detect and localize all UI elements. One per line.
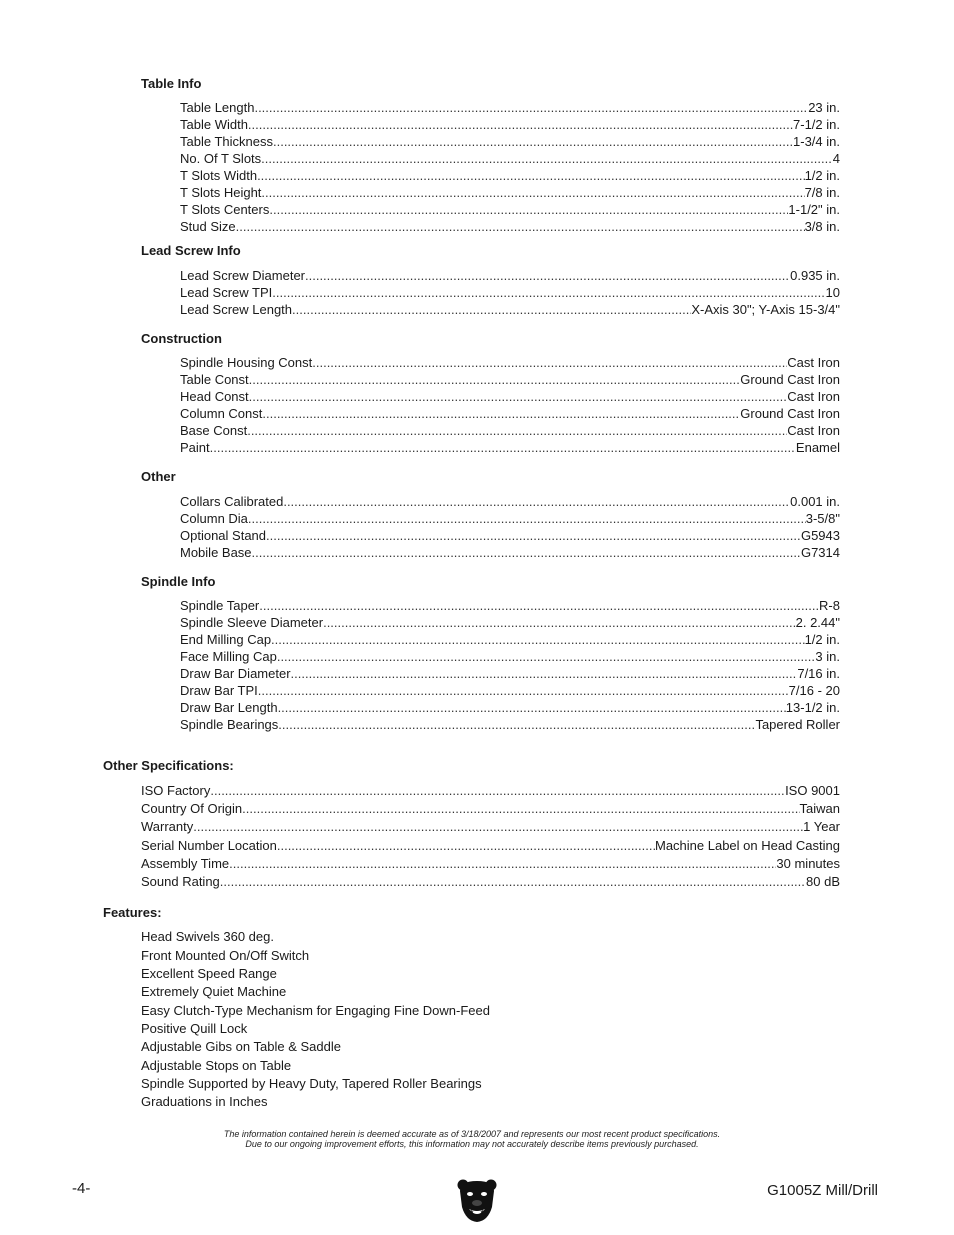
- spec-value: 10: [825, 285, 840, 300]
- spec-label: Collars Calibrated: [180, 494, 284, 509]
- feature-item: Spindle Supported by Heavy Duty, Tapered Roller Bearings: [141, 1076, 482, 1091]
- spec-row: [180, 185, 840, 200]
- spec-value: 4: [832, 151, 840, 166]
- feature-item: Positive Quill Lock: [141, 1021, 248, 1036]
- spec-row: [180, 219, 840, 234]
- leader-dots: [283, 494, 790, 509]
- spec-value: 1 Year: [803, 819, 840, 834]
- leader-dots: [258, 683, 789, 698]
- leader-dots: [271, 632, 805, 647]
- spec-value: X-Axis 30"; Y-Axis 15-3/4": [691, 302, 840, 317]
- spec-label: Optional Stand: [180, 528, 267, 543]
- feature-item: Front Mounted On/Off Switch: [141, 948, 310, 963]
- spec-row: [180, 372, 840, 387]
- spec-value: Ground Cast Iron: [740, 406, 840, 421]
- spec-value: 80 dB: [806, 874, 840, 889]
- spec-value: 0.001 in.: [790, 494, 840, 509]
- feature-item: Graduations in Inches: [141, 1094, 268, 1109]
- section-title-spindle-info: Spindle Info: [141, 574, 216, 589]
- spec-row: [180, 134, 840, 149]
- spec-row: [141, 874, 840, 889]
- spec-row: [180, 285, 840, 300]
- spec-row: [141, 783, 840, 798]
- spec-row: [180, 632, 840, 647]
- spec-value: 0.935 in.: [790, 268, 840, 283]
- leader-dots: [277, 838, 655, 853]
- spec-label: Head Const: [180, 389, 249, 404]
- spec-label: Column Dia: [180, 511, 248, 526]
- spec-value: G7314: [800, 545, 840, 560]
- spec-row: [180, 666, 840, 681]
- spec-label: Draw Bar Length: [180, 700, 278, 715]
- spec-label: Spindle Sleeve Diameter: [180, 615, 324, 630]
- spec-row: [141, 819, 840, 834]
- leader-dots: [261, 151, 833, 166]
- spec-row: [141, 801, 840, 816]
- spec-label: T Slots Centers: [180, 202, 270, 217]
- spec-value: 3-5/8": [805, 511, 840, 526]
- leader-dots: [312, 355, 787, 370]
- leader-dots: [278, 700, 786, 715]
- spec-value: 1/2 in.: [804, 632, 840, 647]
- spec-row: [180, 406, 840, 421]
- leader-dots: [236, 219, 805, 234]
- spec-label: End Milling Cap: [180, 632, 272, 647]
- spec-label: Table Length: [180, 100, 255, 115]
- spec-label: Assembly Time: [141, 856, 230, 871]
- leader-dots: [229, 856, 776, 871]
- spec-value: 7/16 in.: [797, 666, 840, 681]
- spec-row: [180, 302, 840, 317]
- spec-row: [180, 202, 840, 217]
- spec-label: Face Milling Cap: [180, 649, 277, 664]
- spec-value: Tapered Roller: [755, 717, 840, 732]
- spec-value: 7/16 - 20: [788, 683, 840, 698]
- spec-value: 7-1/2 in.: [793, 117, 840, 132]
- spec-value: ISO 9001: [785, 783, 840, 798]
- spec-value: 3/8 in.: [804, 219, 840, 234]
- spec-row: [180, 440, 840, 455]
- spec-label: Spindle Taper: [180, 598, 260, 613]
- section-title-table-info: Table Info: [141, 76, 202, 91]
- spec-label: Country Of Origin: [141, 801, 243, 816]
- spec-row: [141, 856, 840, 871]
- spec-label: Spindle Bearings: [180, 717, 279, 732]
- spec-row: [180, 649, 840, 664]
- page-number: -4-: [72, 1180, 91, 1197]
- feature-item: Excellent Speed Range: [141, 966, 277, 981]
- leader-dots: [305, 268, 790, 283]
- leader-dots: [248, 117, 793, 132]
- spec-row: [141, 838, 840, 853]
- spec-label: T Slots Height: [180, 185, 262, 200]
- spec-label: Table Width: [180, 117, 248, 132]
- spec-row: [180, 615, 840, 630]
- model-name: G1005Z Mill/Drill: [767, 1182, 878, 1199]
- leader-dots: [272, 285, 825, 300]
- spec-label: Paint: [180, 440, 210, 455]
- spec-row: [180, 151, 840, 166]
- spec-label: No. Of T Slots: [180, 151, 262, 166]
- spec-value: 30 minutes: [776, 856, 840, 871]
- disclaimer-line-1: The information contained herein is deemed accurate as of 3/18/2007 and represents our most recent product specifications.: [223, 1129, 721, 1139]
- spec-value: 1/2 in.: [804, 168, 840, 183]
- leader-dots: [323, 615, 796, 630]
- other-specifications-title: Other Specifications:: [103, 758, 234, 773]
- spec-value: 7/8 in.: [804, 185, 840, 200]
- spec-row: [180, 389, 840, 404]
- leader-dots: [278, 717, 755, 732]
- spec-label: Table Const: [180, 372, 249, 387]
- leader-dots: [273, 134, 793, 149]
- feature-item: Head Swivels 360 deg.: [141, 929, 274, 944]
- spec-row: [180, 168, 840, 183]
- spec-label: Lead Screw Length: [180, 302, 293, 317]
- feature-item: Adjustable Gibs on Table & Saddle: [141, 1039, 341, 1054]
- spec-label: Table Thickness: [180, 134, 273, 149]
- spec-row: [180, 100, 840, 115]
- leader-dots: [266, 528, 801, 543]
- leader-dots: [261, 185, 804, 200]
- section-title-construction: Construction: [141, 331, 222, 346]
- feature-item: Extremely Quiet Machine: [141, 984, 287, 999]
- spec-row: [180, 700, 840, 715]
- spec-row: [180, 683, 840, 698]
- spec-value: Machine Label on Head Casting: [654, 838, 840, 853]
- leader-dots: [262, 406, 740, 421]
- leader-dots: [291, 666, 798, 681]
- spec-value: Cast Iron: [787, 389, 840, 404]
- feature-item: Easy Clutch-Type Mechanism for Engaging Fine Down-Feed: [141, 1003, 490, 1018]
- spec-row: [180, 511, 840, 526]
- leader-dots: [247, 423, 787, 438]
- spec-row: [180, 717, 840, 732]
- leader-dots: [252, 545, 801, 560]
- leader-dots: [210, 440, 796, 455]
- spec-value: Enamel: [795, 440, 840, 455]
- feature-item: Adjustable Stops on Table: [141, 1058, 292, 1073]
- features-title: Features:: [103, 905, 162, 920]
- spec-value: Taiwan: [799, 801, 840, 816]
- spec-label: ISO Factory: [141, 783, 211, 798]
- leader-dots: [259, 598, 819, 613]
- spec-value: 3 in.: [815, 649, 840, 664]
- bear-head-logo-icon: [456, 1177, 498, 1223]
- spec-row: [180, 545, 840, 560]
- spec-row: [180, 598, 840, 613]
- spec-value: G5943: [800, 528, 840, 543]
- spec-label: Lead Screw Diameter: [180, 268, 305, 283]
- leader-dots: [254, 100, 808, 115]
- spec-label: Draw Bar TPI: [180, 683, 258, 698]
- spec-row: [180, 117, 840, 132]
- spec-label: T Slots Width: [180, 168, 258, 183]
- spec-value: Ground Cast Iron: [740, 372, 840, 387]
- spec-label: Mobile Base: [180, 545, 252, 560]
- spec-value: 1-3/4 in.: [793, 134, 840, 149]
- spec-row: [180, 268, 840, 283]
- spec-row: [180, 423, 840, 438]
- spec-label: Serial Number Location: [141, 838, 277, 853]
- spec-value: Cast Iron: [787, 423, 840, 438]
- spec-value: 23 in.: [808, 100, 840, 115]
- spec-label: Base Const: [180, 423, 248, 438]
- spec-row: [180, 528, 840, 543]
- leader-dots: [248, 511, 806, 526]
- leader-dots: [277, 649, 816, 664]
- section-title-lead-screw-info: Lead Screw Info: [141, 243, 241, 258]
- spec-label: Lead Screw TPI: [180, 285, 273, 300]
- spec-value: 2. 2.44": [795, 615, 840, 630]
- spec-row: [180, 494, 840, 509]
- leader-dots: [193, 819, 803, 834]
- spec-value: 13-1/2 in.: [785, 700, 840, 715]
- leader-dots: [257, 168, 805, 183]
- spec-label: Draw Bar Diameter: [180, 666, 291, 681]
- spec-value: R-8: [819, 598, 840, 613]
- leader-dots: [242, 801, 799, 816]
- spec-label: Sound Rating: [141, 874, 220, 889]
- leader-dots: [220, 874, 806, 889]
- spec-label: Column Const: [180, 406, 263, 421]
- section-title-other: Other: [141, 469, 176, 484]
- leader-dots: [292, 302, 691, 317]
- spec-row: [180, 355, 840, 370]
- leader-dots: [249, 389, 788, 404]
- disclaimer-line-2: Due to our ongoing improvement efforts, this information may not accurately describe items previously purchased.: [245, 1139, 699, 1149]
- spec-label: Stud Size: [180, 219, 236, 234]
- spec-label: Warranty: [141, 819, 194, 834]
- leader-dots: [269, 202, 788, 217]
- spec-label: Spindle Housing Const: [180, 355, 313, 370]
- spec-value: Cast Iron: [787, 355, 840, 370]
- spec-value: 1-1/2" in.: [788, 202, 840, 217]
- leader-dots: [210, 783, 785, 798]
- leader-dots: [249, 372, 741, 387]
